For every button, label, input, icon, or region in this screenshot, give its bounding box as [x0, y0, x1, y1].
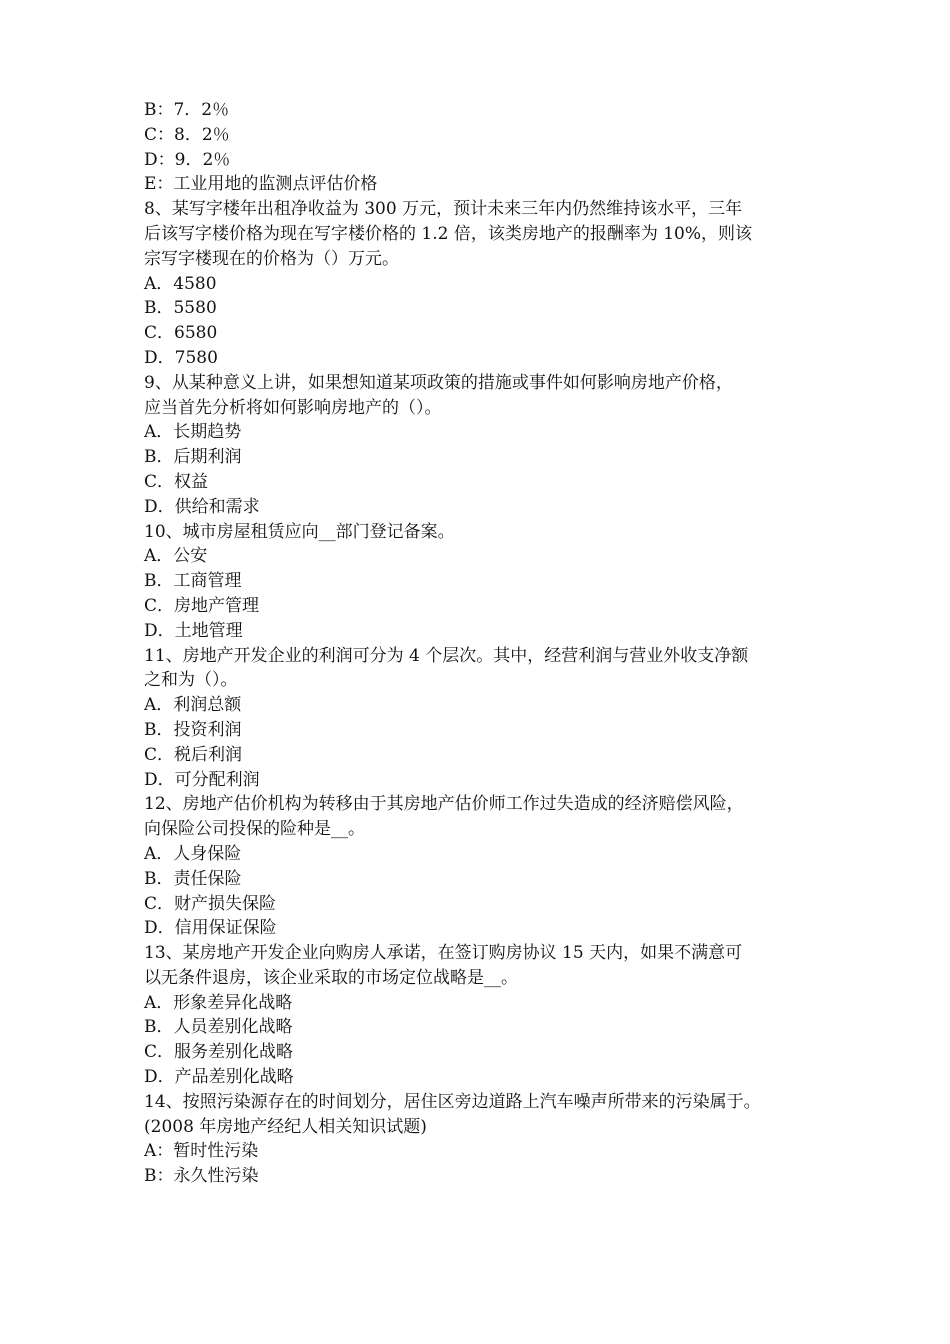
question-12-text: 向保险公司投保的险种是__。 — [144, 819, 365, 840]
q11-option-c: C．税后利润 — [144, 744, 243, 765]
q10-option-a: A．公安 — [144, 546, 208, 567]
q9-option-c: C．权益 — [144, 471, 209, 492]
q12-option-a: A．人身保险 — [144, 843, 242, 864]
q10-option-b: B．工商管理 — [144, 571, 242, 592]
q13-option-b: B．人员差别化战略 — [144, 1017, 293, 1038]
q8-option-a: A．4580 — [144, 273, 217, 294]
q10-option-c: C．房地产管理 — [144, 595, 260, 616]
question-8-text: 后该写字楼价格为现在写字楼价格的 1.2 倍，该类房地产的报酬率为 10%，则该 — [144, 223, 753, 244]
question-14-source: (2008 年房地产经纪人相关知识试题) — [144, 1116, 427, 1137]
q13-option-c: C．服务差别化战略 — [144, 1042, 294, 1063]
question-12-text: 12、房地产估价机构为转移由于其房地产估价师工作过失造成的经济赔偿风险， — [144, 794, 744, 815]
question-8-text: 宗写字楼现在的价格为（）万元。 — [144, 248, 399, 269]
q11-option-d: D．可分配利润 — [144, 769, 260, 790]
option-b-line: B：7．2％ — [144, 100, 230, 120]
option-c-line: C：8．2％ — [144, 124, 230, 145]
question-14-text: 14、按照污染源存在的时间划分，居住区旁边道路上汽车噪声所带来的污染属于。 — [144, 1091, 761, 1112]
q9-option-d: D．供给和需求 — [144, 496, 260, 517]
q13-option-d: D．产品差别化战略 — [144, 1067, 294, 1088]
question-10-text: 10、城市房屋租赁应向__部门登记备案。 — [144, 521, 455, 542]
option-e-line: E：工业用地的监测点评估价格 — [144, 174, 378, 195]
question-9-text: 应当首先分析将如何影响房地产的（）。 — [144, 397, 442, 418]
q14-option-b: B：永久性污染 — [144, 1166, 259, 1187]
q9-option-a: A．长期趋势 — [144, 422, 242, 443]
question-11-text: 之和为（）。 — [144, 670, 238, 691]
q11-option-b: B．投资利润 — [144, 719, 242, 740]
document-body — [144, 98, 814, 1189]
q11-option-a: A．利润总额 — [144, 695, 242, 716]
q8-option-d: D．7580 — [144, 347, 218, 368]
question-13-text: 以无条件退房，该企业采取的市场定位战略是__。 — [144, 967, 518, 988]
question-13-text: 13、某房地产开发企业向购房人承诺，在签订购房协议 15 天内，如果不满意可 — [144, 943, 743, 964]
q13-option-a: A．形象差异化战略 — [144, 992, 293, 1013]
q12-option-d: D．信用保证保险 — [144, 918, 277, 939]
q8-option-c: C．6580 — [144, 323, 218, 344]
q12-option-b: B．责任保险 — [144, 868, 242, 889]
option-d-line: D：9．2％ — [144, 149, 231, 170]
q14-option-a: A：暂时性污染 — [144, 1141, 259, 1162]
q9-option-b: B．后期利润 — [144, 447, 242, 468]
question-11-text: 11、房地产开发企业的利润可分为 4 个层次。其中，经营利润与营业外收支净额 — [144, 645, 749, 666]
question-8-text: 8、某写字楼年出租净收益为 300 万元，预计未来三年内仍然维持该水平，三年 — [144, 199, 743, 220]
q8-option-b: B．5580 — [144, 298, 217, 319]
q12-option-c: C．财产损失保险 — [144, 893, 277, 914]
q10-option-d: D．土地管理 — [144, 620, 243, 641]
question-9-text: 9、从某种意义上讲，如果想知道某项政策的措施或事件如何影响房地产价格， — [144, 372, 733, 393]
